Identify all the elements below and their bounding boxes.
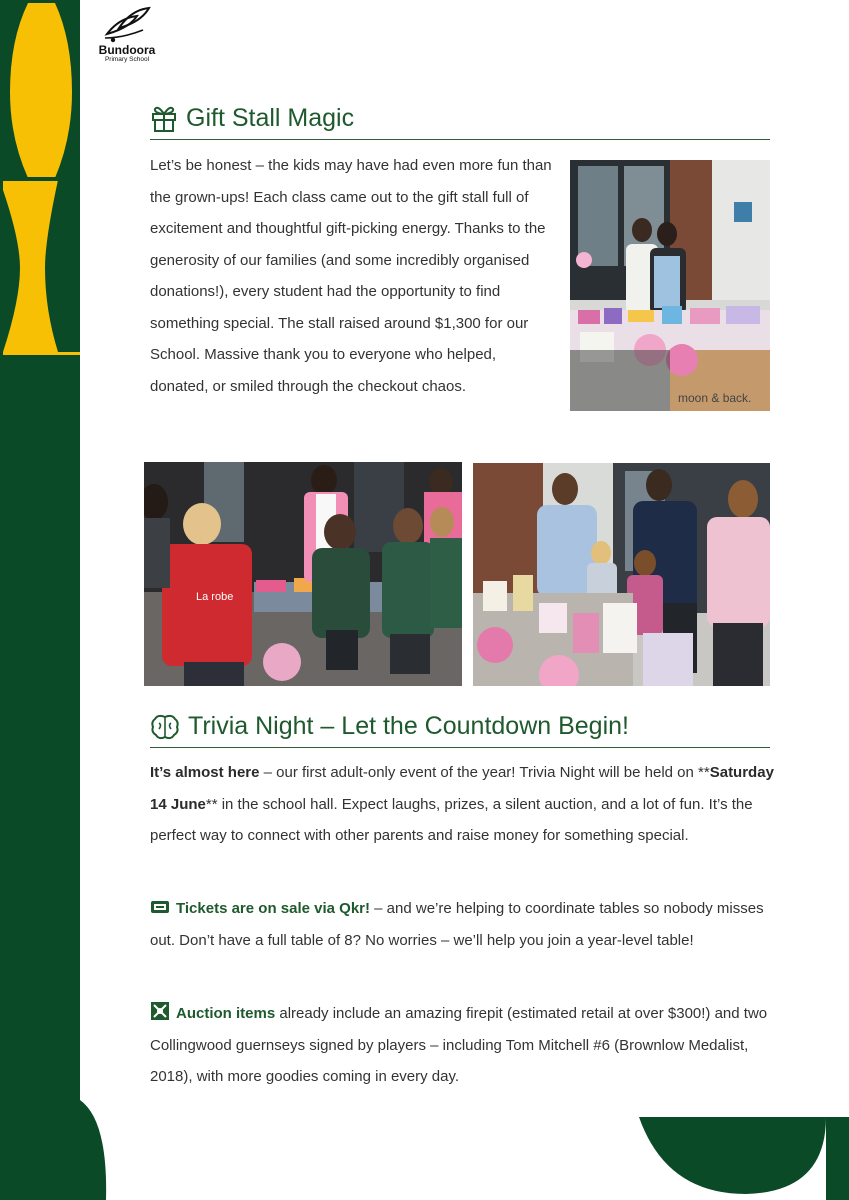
trivia-title-text: Trivia Night – Let the Countdown Begin!: [188, 712, 629, 740]
school-subtitle: Primary School: [104, 56, 150, 63]
kids-shopping-photo: [144, 462, 462, 686]
gift-title-text: Gift Stall Magic: [186, 103, 355, 132]
auction-accent: Auction items: [176, 1005, 276, 1022]
ticket-icon: [150, 899, 170, 915]
left-decorative-border: [0, 0, 110, 1200]
stall-helpers-photo: [473, 463, 770, 686]
school-logo: [92, 4, 162, 64]
shirt-text: La robe: [196, 591, 234, 603]
gift-paragraph: Let’s be honest – the kids may have had even more fun than the grown-ups! Each class came out to the gift stall full of excitement and thoughtful gift-picking energy. Thanks to the generosity of our families (and some incredibly organised donations!), every student had the opportunity to find something special. The stall raised around $1,300 for our School. Massive thank you to everyone who helped, donated, or smiled through the checkout chaos.: [150, 157, 552, 395]
bottom-right-decoration: [636, 1112, 849, 1200]
gift-section-title: [150, 103, 770, 140]
leaf-logo-icon: [99, 4, 155, 44]
almost-here-bold: It’s almost here: [150, 764, 260, 781]
gift-icon: [150, 103, 178, 133]
tickets-paragraph: Tickets are on sale via Qkr! – and we’re helping to coordinate tables so nobody misses out. Don’t have a full table of 8? No worries – we’ll help you join a year-level table!: [150, 900, 764, 949]
event-date: Saturday 14 June: [150, 764, 774, 813]
tickets-accent: Tickets are on sale via Qkr!: [176, 900, 370, 917]
trivia-section-title: [150, 712, 770, 748]
trivia-intro-paragraph: It’s almost here – our first adult-only event of the year! Trivia Night will be held on **Saturday 14 June** in the school hall. Expect laughs, prizes, a silent auction, and a lot of fun. It’s the perfect way to connect with other parents and raise money for something special.: [150, 764, 774, 844]
school-name: Bundoora: [98, 43, 156, 57]
auction-paragraph: Auction items already include an amazing firepit (estimated retail at over $300!) and two Collingwood guernseys signed by players – including Tom Mitchell #6 (Brownlow Medalist, 2018), with more goodies coming in every day.: [150, 998, 775, 1093]
stall-volunteers-photo: [570, 160, 770, 411]
auction-icon: [150, 1001, 170, 1021]
box-text: moon & back.: [678, 391, 752, 405]
brain-icon: [150, 713, 180, 741]
